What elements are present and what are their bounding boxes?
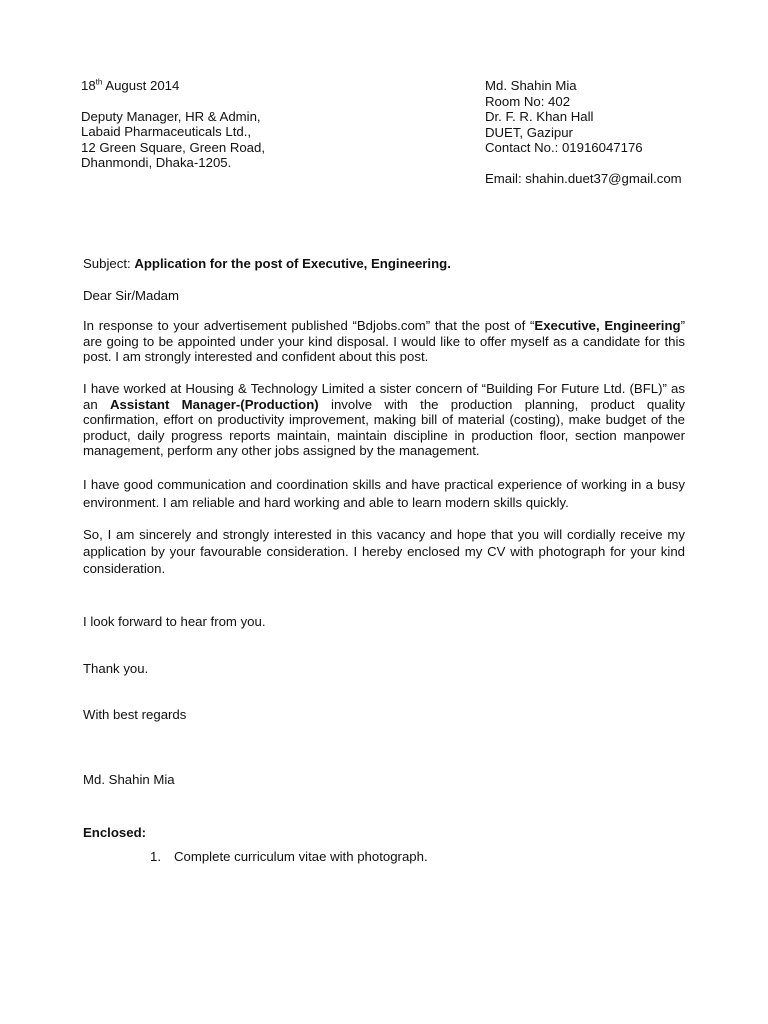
signature-name: Md. Shahin Mia [83,772,175,787]
enclosed-item-text: Complete curriculum vitae with photograph. [174,849,428,864]
recipient-line: Labaid Pharmaceuticals Ltd., [81,124,252,139]
closing-thank-you: Thank you. [83,661,149,676]
sender-hall: Dr. F. R. Khan Hall [485,109,594,124]
paragraph-4: So, I am sincerely and strongly interested in this vacancy and hope that you will cordially receive my application by your favourable consideration. I hereby enclosed my CV with photograph for your kind consideration. [83,527,685,576]
sender-name: Md. Shahin Mia [485,78,577,93]
letter-date: 18th August 2014 [81,77,180,93]
subject-line [83,256,451,272]
paragraph-2: I have worked at Housing & Technology Limited a sister concern of “Building For Future Ltd. (BFL)” as an Assistant Manager-(Production) involve with the production planning, product quality confirmation, effort on productivity improvement, making bill of material (costing), make budget of the product, daily progress reports maintain, maintain discipline in production floor, section manpower management, perform any other jobs assigned by the management. [83,381,685,458]
recipient-line: 12 Green Square, Green Road, [81,139,266,155]
paragraph-1: In response to your advertisement published “Bdjobs.com” that the post of “Executive, Engineering” are going to be appointed under your kind disposal. I would like to offer myself as a candidate for this post. I am strongly interested and confident about this post. [83,318,685,364]
recipient-line: Dhanmondi, Dhaka-1205. [81,155,232,170]
subject-label: Subject: [83,256,135,271]
enclosed-item-number: 1. [150,849,161,864]
closing-look-forward: I look forward to hear from you. [83,614,266,629]
sender-contact: Contact No.: 01916047176 [485,140,643,155]
paragraph-3: I have good communication and coordination skills and have practical experience of working in a busy environment. I am reliable and hard working and able to learn modern skills quickly. [83,477,685,510]
sender-institution: DUET, Gazipur [485,124,573,140]
recipient-block [81,78,441,171]
recipient-line: Deputy Manager, HR & Admin, [81,108,261,124]
salutation: Dear Sir/Madam [83,288,180,303]
sender-block [485,78,745,186]
enclosed-heading: Enclosed: [83,825,147,840]
enclosed-item [150,849,428,865]
sender-room: Room No: 402 [485,93,571,109]
closing-regards: With best regards [83,707,187,722]
subject-text: Application for the post of Executive, Engineering. [134,256,451,271]
sender-email: Email: shahin.duet37@gmail.com [485,170,682,186]
